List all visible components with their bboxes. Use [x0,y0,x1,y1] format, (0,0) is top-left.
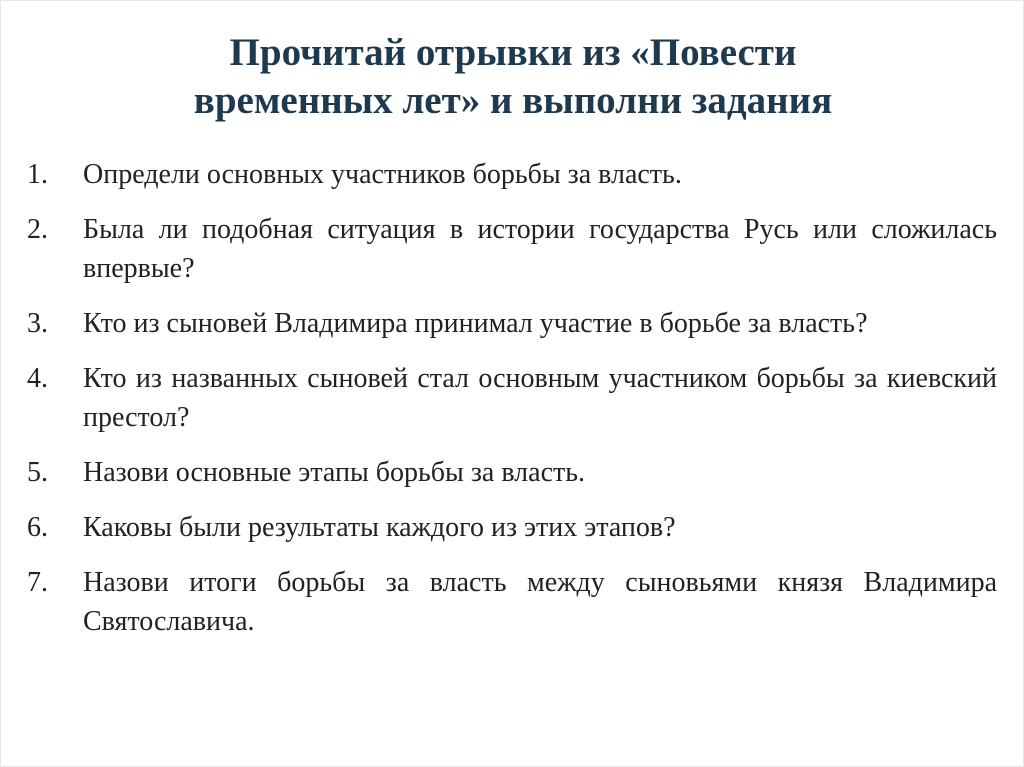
task-item-3 [27,304,997,343]
task-item-5 [27,453,997,492]
title-line-2: временных лет» и выполни задания [193,79,833,122]
task-text: Была ли подобная ситуация в истории государства Русь или сложилась впервые? [83,214,997,284]
task-text: Определи основных участников борьбы за власть. [83,159,682,190]
task-item-6 [27,508,997,547]
task-item-4 [27,359,997,437]
task-text: Каковы были результаты каждого из этих этапов? [83,512,676,543]
task-item-1 [27,155,997,194]
task-number: 7. [27,567,48,598]
task-number: 3. [27,308,48,339]
task-number: 4. [27,363,48,394]
task-item-7 [27,563,997,641]
task-number: 1. [27,159,48,190]
task-text: Кто из сыновей Владимира принимал участие в борьбе за власть? [83,308,868,339]
task-number: 6. [27,512,48,543]
task-item-2 [27,210,997,288]
task-number: 5. [27,457,48,488]
task-text: Назови итоги борьбы за власть между сыновьями князя Владимира Святославича. [83,567,997,637]
task-text: Назови основные этапы борьбы за власть. [83,457,586,488]
task-text: Кто из названных сыновей стал основным участником борьбы за киевский престол? [83,363,997,433]
slide-title [41,29,985,125]
task-number: 2. [27,214,48,245]
task-list [27,155,997,657]
title-line-1: Прочитай отрывки из «Повести [229,31,797,74]
